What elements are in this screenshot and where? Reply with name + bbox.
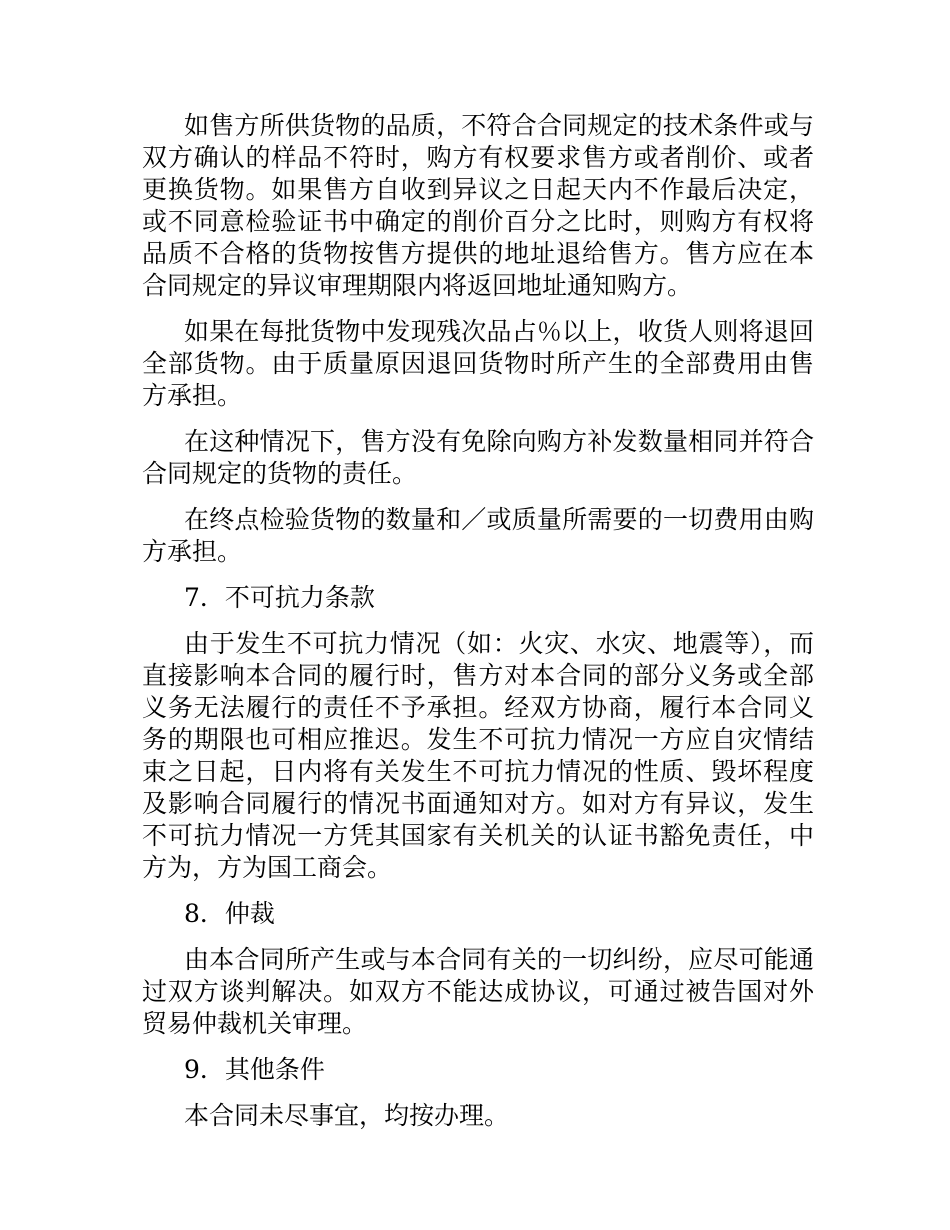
paragraph-quality-claim: 如售方所供货物的品质，不符合合同规定的技术条件或与双方确认的样品不符时，购方有权要求售方或者削价、或者更换货物。如果售方自收到异议之日起天内不作最后决定，或不同意检验证书中确定的削价百分之比时，则购方有权将品质不合格的货物按售方提供的地址退给售方。售方应在本合同规定的异议审理期限内将返回地址通知购方。 xyxy=(142,111,814,300)
paragraph-force-majeure: 由于发生不可抗力情况（如：火灾、水灾、地震等），而直接影响本合同的履行时，售方对本合同的部分义务或全部义务无法履行的责任不予承担。经双方协商，履行本合同义务的期限也可相应推迟。发生不可抗力情况一方应自灾情结束之日起，日内将有关发生不可抗力情况的性质、毁坏程度及影响合同履行的情况书面通知对方。如对方有异议，发生不可抗力情况一方凭其国家有关机关的认证书豁免责任，中方为，方为国工商会。 xyxy=(142,629,814,882)
paragraph-inspection-cost: 在终点检验货物的数量和／或质量所需要的一切费用由购方承担。 xyxy=(142,505,814,566)
paragraph-other-conditions: 本合同未尽事宜，均按办理。 xyxy=(184,1101,510,1130)
document-body xyxy=(142,110,814,1146)
paragraph-replacement-obligation: 在这种情况下，售方没有免除向购方补发数量相同并符合合同规定的货物的责任。 xyxy=(142,427,814,488)
paragraph-arbitration: 由本合同所产生或与本合同有关的一切纠纷，应尽可能通过双方谈判解决。如双方不能达成协议，可通过被告国对外贸易仲裁机关审理。 xyxy=(142,945,814,1038)
section-heading-force-majeure: 7．不可抗力条款 xyxy=(184,583,375,612)
section-heading-other-conditions: 9．其他条件 xyxy=(184,1055,325,1084)
paragraph-defective-return: 如果在每批货物中发现残次品占％以上，收货人则将退回全部货物。由于质量原因退回货物时所产生的全部费用由售方承担。 xyxy=(142,317,814,410)
section-heading-arbitration: 8．仲裁 xyxy=(184,899,275,928)
